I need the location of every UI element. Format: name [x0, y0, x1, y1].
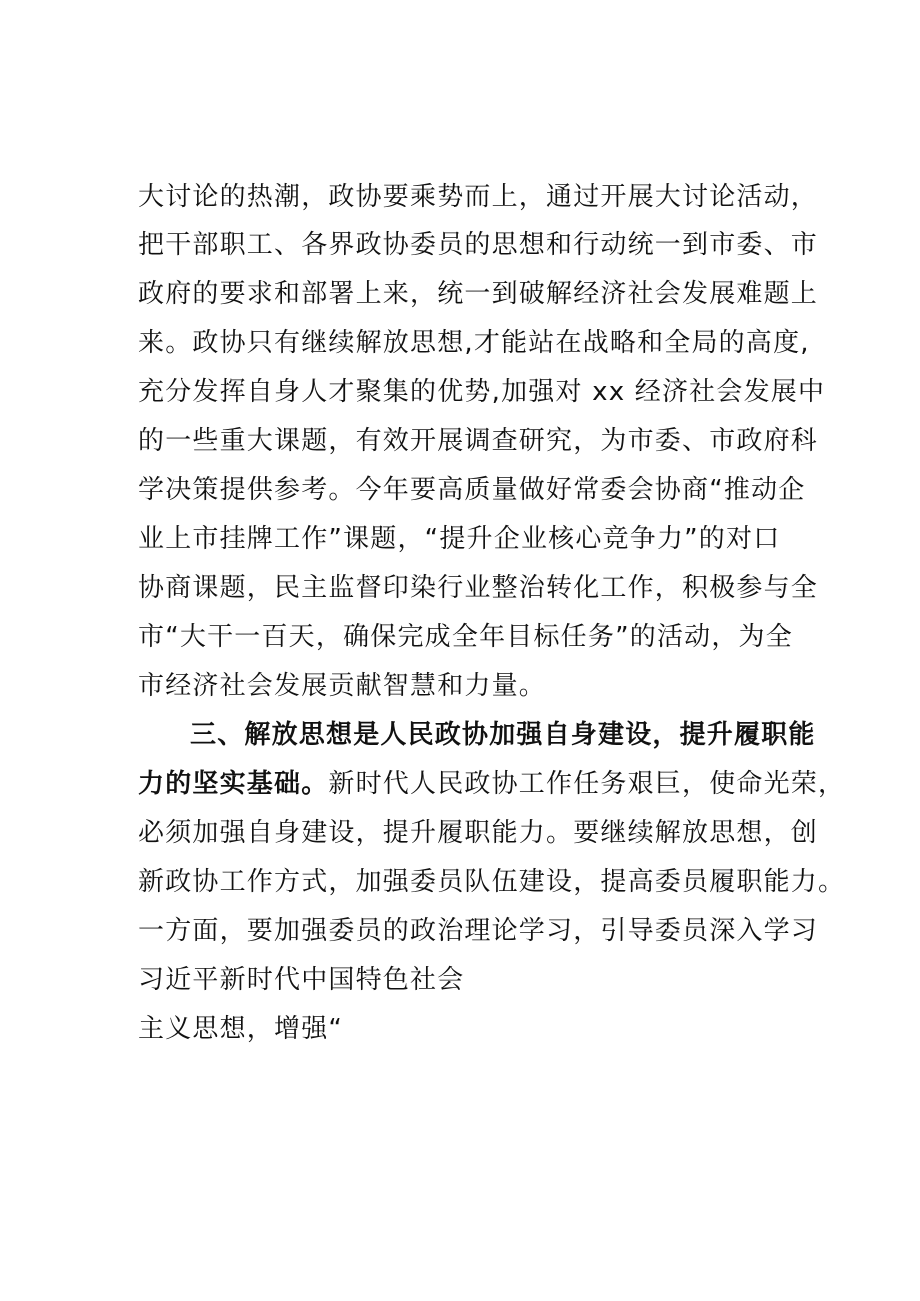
paragraph-line: 来。政协只有继续解放思想,才能站在战略和全局的高度, [138, 328, 810, 358]
paragraph-line: 新政协工作方式，加强委员队伍建设，提高委员履职能力。 [138, 867, 846, 897]
paragraph-line: 学决策提供参考。今年要高质量做好常委会协商“推动企 [138, 475, 806, 505]
paragraph-line: 市经济社会发展贡献智慧和力量。 [138, 671, 547, 701]
paragraph-line: 习近平新时代中国特色社会 [138, 965, 465, 995]
paragraph-line: 把干部职工、各界政协委员的思想和行动统一到市委、市 [138, 230, 819, 260]
paragraph-line: 充分发挥自身人才聚集的优势,加强对 xx 经济社会发展中 [138, 377, 826, 407]
paragraph-line: 一方面，要加强委员的政治理论学习，引导委员深入学习 [138, 916, 819, 946]
paragraph-line: 市“大干一百天，确保完成全年目标任务”的活动，为全 [138, 622, 793, 652]
section-heading: 三、解放思想是人民政协加强自身建设，提升履职能 [190, 720, 816, 750]
paragraph-line: 必须加强自身建设，提升履职能力。要继续解放思想，创 [138, 818, 819, 848]
paragraph-line: 协商课题，民主监督印染行业整治转化工作，积极参与全 [138, 573, 819, 603]
section-heading-continuation [138, 769, 846, 799]
section-body-start: 新时代人民政协工作任务艰巨，使命光荣， [328, 769, 846, 799]
paragraph-line: 政府的要求和部署上来，统一到破解经济社会发展难题上 [138, 279, 819, 309]
paragraph-line: 业上市挂牌工作”课题，“提升企业核心竞争力”的对口 [138, 524, 781, 554]
paragraph-line: 大讨论的热潮，政协要乘势而上，通过开展大讨论活动， [138, 182, 819, 212]
paragraph-line: 的一些重大课题，有效开展调查研究，为市委、市政府科 [138, 426, 819, 456]
paragraph-line: 主义思想，增强“ [138, 1014, 344, 1044]
section-heading-end: 力的坚实基础。 [138, 769, 329, 799]
